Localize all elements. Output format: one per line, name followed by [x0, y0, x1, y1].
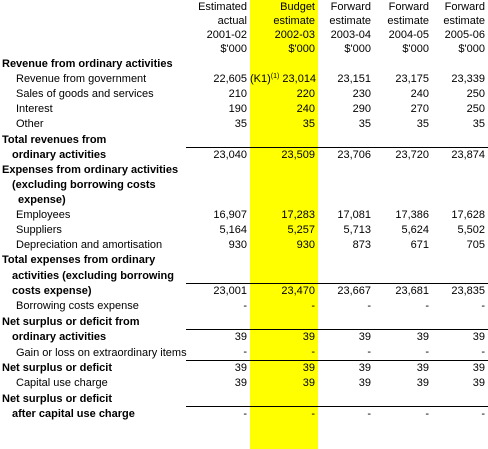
value-cell: 190	[228, 103, 247, 115]
value-cell	[318, 163, 374, 178]
column-header: 2003-04	[330, 29, 371, 41]
value-cell: -	[432, 407, 488, 423]
row-label: Expenses from ordinary activities	[2, 164, 179, 176]
table-row	[0, 148, 488, 164]
value-cell	[186, 391, 250, 407]
value-cell	[432, 253, 488, 268]
row-label: Depreciation and amortisation	[16, 239, 163, 251]
table-row	[0, 253, 488, 268]
column-header: Forward	[444, 1, 485, 13]
row-label: Interest	[16, 103, 53, 115]
table-row	[0, 72, 488, 87]
value-cell: 35	[302, 118, 315, 130]
value-cell	[374, 132, 432, 148]
value-cell: -	[318, 407, 374, 423]
value-cell: 240	[410, 88, 429, 100]
column-header: $'000	[220, 43, 247, 55]
value-cell: 290	[352, 103, 371, 115]
value-cell	[250, 57, 318, 72]
value-cell: 23,001	[186, 284, 250, 300]
row-label: Revenue from ordinary activities	[2, 58, 173, 70]
value-cell: 220	[296, 88, 315, 100]
table-row	[0, 407, 488, 423]
table-row	[0, 391, 488, 407]
value-cell	[374, 163, 432, 178]
value-cell: -	[425, 346, 429, 358]
value-cell: 39	[374, 330, 432, 346]
table-row	[0, 361, 488, 377]
value-cell	[186, 193, 250, 208]
value-cell: 23,509	[250, 148, 318, 164]
value-cell: 35	[472, 118, 485, 130]
column-header: 2005-06	[444, 29, 485, 41]
value-cell: 250	[466, 103, 485, 115]
value-cell: 23,175	[395, 73, 429, 85]
value-cell	[250, 178, 318, 193]
header-spacer	[0, 28, 186, 42]
column-header: actual	[217, 15, 247, 27]
row-label: Net surplus or deficit	[2, 362, 113, 374]
value-cell: 930	[228, 239, 247, 251]
row-label: Suppliers	[16, 224, 62, 236]
value-cell	[432, 132, 488, 148]
value-cell: 39	[318, 330, 374, 346]
table-row	[0, 163, 488, 178]
value-cell: -	[367, 300, 371, 312]
value-cell: 17,628	[451, 209, 485, 221]
value-cell: 23,470	[250, 284, 318, 300]
value-cell	[186, 268, 250, 284]
value-cell	[250, 253, 318, 268]
value-cell	[432, 314, 488, 330]
value-cell: 17,081	[337, 209, 371, 221]
value-cell	[374, 391, 432, 407]
row-label: Borrowing costs expense	[16, 300, 139, 312]
value-cell: 671	[410, 239, 429, 251]
column-header: 2004-05	[388, 29, 429, 41]
value-cell	[374, 193, 432, 208]
column-header: estimate	[329, 15, 371, 27]
column-header: estimate	[443, 15, 485, 27]
value-cell: 5,624	[401, 224, 429, 236]
value-cell: 39	[186, 361, 250, 377]
column-header: Estimated	[198, 1, 247, 13]
row-label: Total expenses from ordinary	[2, 254, 156, 266]
value-cell: 5,257	[287, 224, 315, 236]
footnote-marker: (1)	[270, 73, 280, 80]
value-cell	[318, 253, 374, 268]
value-cell	[186, 178, 250, 193]
table-row	[0, 132, 488, 148]
value-cell	[250, 72, 318, 87]
table-row	[0, 330, 488, 346]
row-label: costs expense)	[12, 285, 92, 297]
value-cell: 23,681	[374, 284, 432, 300]
column-header: $'000	[288, 43, 315, 55]
value-cell: 35	[234, 118, 247, 130]
value-cell: 873	[352, 239, 371, 251]
row-label: Revenue from government	[16, 73, 147, 85]
value-cell	[432, 178, 488, 193]
value-cell	[186, 132, 250, 148]
value-cell: 39	[432, 330, 488, 346]
column-header: Forward	[388, 1, 429, 13]
row-label: ordinary activities	[12, 149, 107, 161]
table-row	[0, 268, 488, 284]
value-cell	[250, 391, 318, 407]
value-cell: -	[243, 300, 247, 312]
value-cell: 230	[352, 88, 371, 100]
column-header: $'000	[402, 43, 429, 55]
value-cell	[318, 314, 374, 330]
value-cell	[374, 268, 432, 284]
value-cell: 39	[472, 377, 485, 389]
value-cell: -	[374, 407, 432, 423]
value-cell: -	[311, 346, 315, 358]
value-cell: 17,283	[281, 209, 315, 221]
value-cell: 22,605	[213, 73, 247, 85]
value-cell	[186, 314, 250, 330]
value-cell	[318, 57, 374, 72]
value-cell: 23,706	[318, 148, 374, 164]
value-cell: 5,164	[219, 224, 247, 236]
header-spacer	[0, 14, 186, 28]
value-cell: 240	[296, 103, 315, 115]
row-label: expense)	[18, 194, 66, 206]
table-row	[0, 299, 488, 314]
value-cell	[374, 314, 432, 330]
value-cell	[186, 253, 250, 268]
value-cell	[374, 178, 432, 193]
value-cell: 16,907	[213, 209, 247, 221]
table-row	[0, 117, 488, 132]
header-row	[0, 28, 488, 42]
column-header: $'000	[458, 43, 485, 55]
value-cell	[186, 163, 250, 178]
row-label: Employees	[16, 209, 71, 221]
value-cell: 23,151	[337, 73, 371, 85]
value-cell: 23,339	[451, 73, 485, 85]
value-cell: 23,720	[374, 148, 432, 164]
value-cell: 23,874	[432, 148, 488, 164]
value-cell: -	[311, 300, 315, 312]
value-cell: 39	[186, 330, 250, 346]
value-cell	[250, 163, 318, 178]
value-cell	[250, 314, 318, 330]
value-cell: 39	[250, 361, 318, 377]
value-cell	[250, 132, 318, 148]
value-cell: -	[243, 346, 247, 358]
value-cell: -	[186, 407, 250, 423]
row-label: Capital use charge	[16, 377, 108, 389]
row-label: Net surplus or deficit	[2, 392, 113, 405]
value-cell: -	[425, 300, 429, 312]
value-cell	[432, 193, 488, 208]
table-row	[0, 314, 488, 330]
value-cell: 705	[466, 239, 485, 251]
value-cell: 23,040	[186, 148, 250, 164]
table-row	[0, 376, 488, 391]
value-cell: 39	[250, 330, 318, 346]
value-cell	[432, 163, 488, 178]
value-cell: 930	[296, 239, 315, 251]
value-cell: -	[250, 407, 318, 423]
value-cell	[432, 57, 488, 72]
value-cell: 39	[358, 377, 371, 389]
column-header: 2001-02	[206, 29, 247, 41]
column-header: estimate	[387, 15, 429, 27]
value-cell	[250, 268, 318, 284]
value-cell: 35	[416, 118, 429, 130]
row-label: Total revenues from	[2, 133, 107, 146]
table-row	[0, 208, 488, 223]
value-cell	[432, 268, 488, 284]
row-label: after capital use charge	[12, 408, 135, 420]
value-cell: 39	[234, 377, 247, 389]
column-header: estimate	[273, 15, 315, 27]
value-cell: 270	[410, 103, 429, 115]
value-cell	[318, 391, 374, 407]
row-label: Sales of goods and services	[16, 88, 154, 100]
value-cell	[318, 268, 374, 284]
value-cell	[374, 253, 432, 268]
value-cell: 39	[374, 361, 432, 377]
table-row	[0, 193, 488, 208]
value-cell: 23,835	[432, 284, 488, 300]
value-cell	[374, 57, 432, 72]
header-spacer	[0, 0, 186, 14]
value-cell	[432, 391, 488, 407]
header-spacer	[0, 42, 186, 57]
value-cell: 210	[228, 88, 247, 100]
value-cell: 35	[358, 118, 371, 130]
column-header: Forward	[330, 1, 371, 13]
table-row	[0, 345, 488, 361]
cell-value: 23,014	[282, 73, 317, 85]
value-cell: 5,713	[343, 224, 371, 236]
column-header: Budget	[280, 1, 315, 13]
table-row	[0, 87, 488, 102]
value-cell	[186, 57, 250, 72]
column-header: 2002-03	[274, 29, 315, 41]
value-cell: 39	[416, 377, 429, 389]
row-label: Net surplus or deficit from	[2, 315, 140, 328]
header-row	[0, 0, 488, 14]
table-row	[0, 102, 488, 117]
value-cell	[318, 132, 374, 148]
value-cell	[318, 178, 374, 193]
row-label: (excluding borrowing costs	[12, 179, 156, 191]
row-label: ordinary activities	[12, 331, 107, 343]
table-row	[0, 178, 488, 193]
row-label: Other	[16, 118, 44, 130]
note-prefix: (K1)	[250, 73, 271, 85]
table-row	[0, 238, 488, 253]
value-cell: 39	[432, 361, 488, 377]
table-row	[0, 223, 488, 238]
value-cell: -	[481, 300, 485, 312]
table-row	[0, 57, 488, 72]
header-row	[0, 42, 488, 57]
row-label: Gain or loss on extraordinary items	[16, 346, 187, 359]
value-cell: 39	[318, 361, 374, 377]
value-cell: -	[481, 346, 485, 358]
table-row	[0, 284, 488, 300]
value-cell	[250, 193, 318, 208]
value-cell: 17,386	[395, 209, 429, 221]
value-cell: 23,667	[318, 284, 374, 300]
value-cell: 5,502	[457, 224, 485, 236]
value-cell: 39	[302, 377, 315, 389]
value-cell	[318, 193, 374, 208]
row-label: activities (excluding borrowing	[12, 269, 174, 282]
column-header: $'000	[344, 43, 371, 55]
header-row	[0, 14, 488, 28]
value-cell: 250	[466, 88, 485, 100]
value-cell: -	[367, 346, 371, 358]
